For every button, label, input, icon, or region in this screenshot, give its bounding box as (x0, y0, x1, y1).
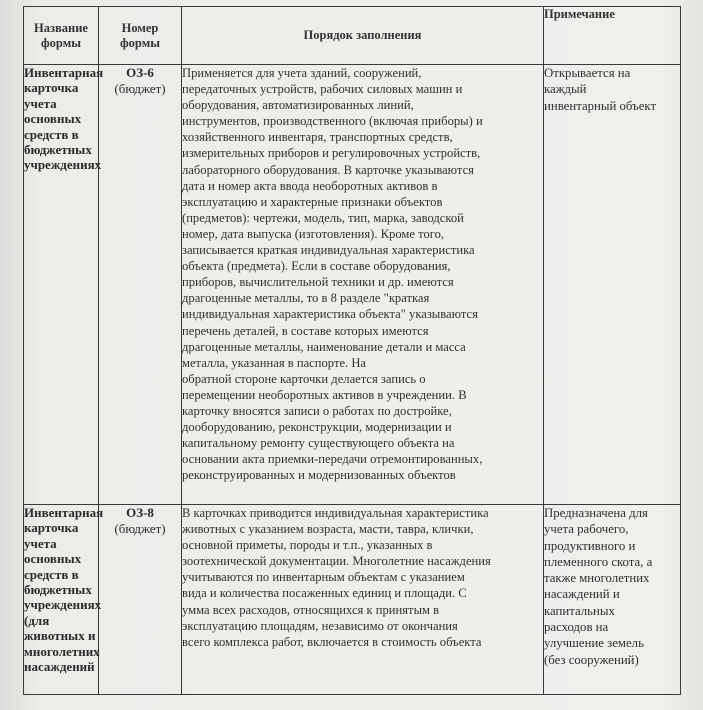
note-cell (544, 505, 681, 695)
note-line: также многолетних (544, 571, 650, 586)
table-row (24, 505, 681, 695)
procedure-line: инструментов, производственного (включая приборы) и (182, 114, 483, 129)
note-line: насаждений и (544, 587, 620, 602)
procedure-line: лабораторного оборудования. В карточке указываются (182, 162, 474, 177)
procedure-line: передаточных устройств, рабочих силовых машин и (182, 82, 463, 97)
procedure-cell (182, 505, 544, 695)
form-name-line: средств в (24, 566, 79, 582)
note-cell (544, 65, 681, 505)
form-number-cell (99, 65, 182, 505)
table-row (24, 65, 681, 505)
procedure-line: животных с указанием возраста, масти, тавра, клички, (182, 522, 474, 537)
note-line: расходов на (544, 620, 609, 635)
procedure-line: эксплуатацию площадям, независимо от окончания (182, 618, 458, 633)
note-line: учета рабочего, (544, 522, 629, 537)
form-name-line: учреждениях (24, 597, 102, 613)
procedure-line: карточку вносятся записи о работах по достройке, (182, 403, 452, 418)
procedure-line: оборудования, автоматизированных линий, (182, 98, 414, 113)
procedure-line: (предметов): чертежи, модель, тип, марка, заводской (182, 210, 464, 225)
procedure-line: реконструированных и модернизованных объектов (182, 468, 456, 483)
procedure-line: дата и номер акта ввода необоротных активов в (182, 178, 438, 193)
header-form-name-line2: формы (41, 35, 81, 50)
form-name-line: животных и (24, 628, 96, 644)
procedure-line: приборов, вычислительной техники и др. имеются (182, 275, 454, 290)
form-name-line: Инвентарная (24, 65, 104, 80)
form-name-line: карточка (24, 520, 79, 536)
procedure-line: умма всех расходов, относящихся к принятым в (182, 602, 440, 617)
procedure-line: измерительных приборов и регулировочных устройств, (182, 146, 481, 161)
procedure-line: объекта (предмета). Если в составе оборудования, (182, 259, 451, 274)
form-kind: (бюджет) (114, 81, 166, 96)
form-name-line: Инвентарная (24, 505, 104, 520)
procedure-line: основании акта приемки-передачи отремонтированных, (182, 452, 483, 467)
procedure-line: учитываются по инвентарным объектам с указанием (182, 570, 465, 585)
forms-table (23, 6, 681, 695)
procedure-line: перечень деталей, в составе которых имеются (182, 323, 429, 338)
note-line: Открывается на (544, 66, 631, 80)
form-name-cell (24, 65, 104, 505)
form-number-cell (99, 505, 182, 695)
header-row (24, 7, 681, 65)
procedure-line: драгоценные металлы, то в 8 разделе "краткая (182, 291, 430, 306)
form-code: ОЗ-6 (126, 65, 154, 80)
form-name-line: карточка (24, 80, 79, 96)
procedure-line: металла, указанная в паспорте. На (182, 355, 367, 370)
note-line: улучшение земель (544, 636, 644, 651)
procedure-line: обратной стороне карточки делается запись о (182, 371, 426, 386)
note-line: капитальных (544, 603, 615, 618)
form-name-cell (24, 505, 104, 695)
form-name-line: учреждениях (24, 157, 102, 173)
procedure-line: индивидуальная характеристика объекта" указываются (182, 307, 478, 322)
note-line: каждый (544, 82, 587, 97)
form-name-line: насаждений (24, 659, 95, 675)
procedure-line: дооборудованию, реконструкции, модернизации и (182, 420, 452, 435)
procedure-line: основной приметы, породы и т.п., указанных в (182, 538, 433, 553)
form-name-line: многолетних (24, 643, 100, 659)
procedure-line: эксплуатацию и характерные признаки объектов (182, 194, 443, 209)
header-form-number-line1: Номер (121, 20, 159, 35)
header-form-number-line2: формы (120, 35, 160, 50)
procedure-line: В карточках приводится индивидуальная характеристика (182, 506, 489, 520)
header-form-name (24, 7, 99, 65)
form-name-line: бюджетных (24, 142, 92, 158)
note-line: (без сооружений) (544, 652, 639, 667)
header-procedure: Порядок заполнения (182, 7, 544, 65)
note-line: инвентарный объект (544, 98, 657, 113)
header-form-name-line1: Название (34, 20, 88, 35)
form-name-line: учета (24, 95, 57, 111)
procedure-line: капитальному ремонту существующего объекта на (182, 436, 455, 451)
note-line: племенного скота, а (544, 554, 653, 569)
form-name-line: основных (24, 551, 82, 567)
note-line: Предназначена для (544, 506, 648, 520)
form-name-line: средств в (24, 126, 79, 142)
form-name-line: (для (24, 612, 50, 628)
form-code: ОЗ-8 (126, 505, 154, 520)
procedure-line: записывается краткая индивидуальная характеристика (182, 243, 475, 258)
procedure-line: драгоценные металлы, наименование детали и масса (182, 339, 466, 354)
form-name-line: бюджетных (24, 582, 92, 598)
form-kind: (бюджет) (114, 521, 166, 536)
procedure-line: хозяйственного инвентаря, транспортных средств, (182, 130, 453, 145)
header-form-number (99, 7, 182, 65)
procedure-cell (182, 65, 544, 505)
procedure-line: Применяется для учета зданий, сооружений, (182, 66, 422, 80)
procedure-line: перемещении необоротных активов в учреждении. В (182, 387, 467, 402)
procedure-line: вида и количества посаженных единиц и площади. С (182, 586, 467, 601)
note-line: продуктивного и (544, 538, 636, 553)
form-name-line: учета (24, 535, 57, 551)
form-name-line: основных (24, 111, 82, 127)
procedure-line: всего комплекса работ, включается в стоимость объекта (182, 634, 482, 649)
procedure-line: номер, дата выпуска (изготовления). Кроме того, (182, 226, 445, 241)
procedure-line: зоотехнической документации. Многолетние насаждения (182, 554, 491, 569)
header-note: Примечание (544, 7, 681, 65)
